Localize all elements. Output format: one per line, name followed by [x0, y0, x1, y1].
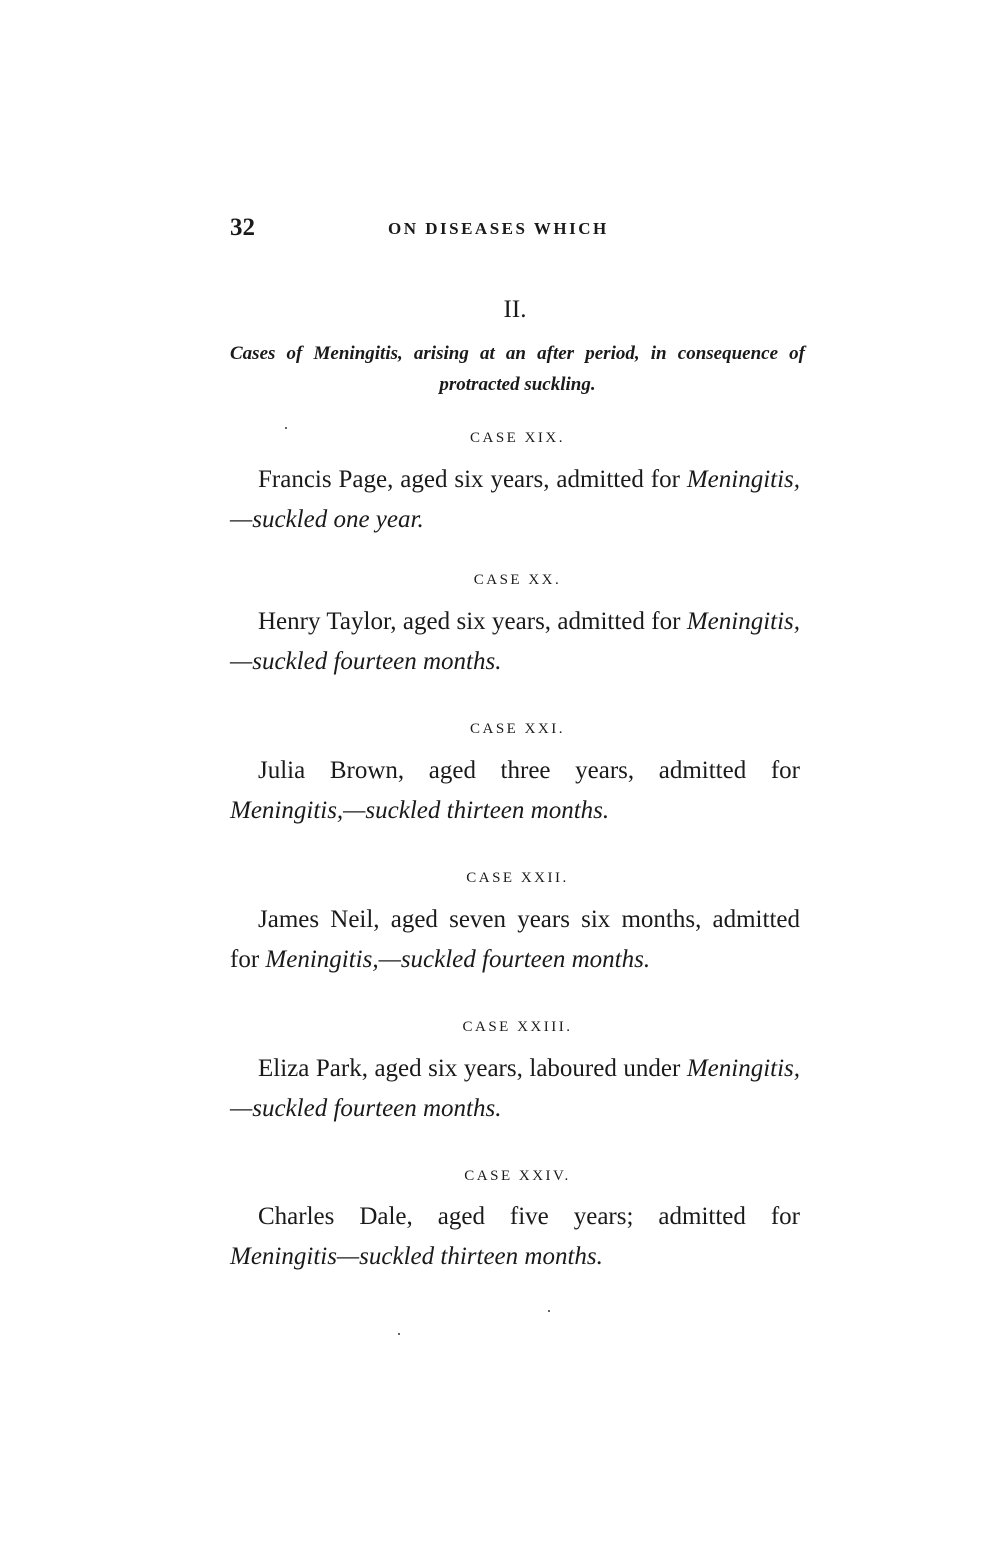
- scan-speck: [398, 1333, 400, 1335]
- case-heading: CASE XX.: [473, 572, 562, 588]
- case-heading: CASE XXI.: [469, 721, 565, 737]
- case-heading: CASE XXII.: [466, 870, 569, 886]
- case-text: Charles Dale, aged five years; admitted for: [258, 1203, 800, 1230]
- case-emphasis: Meningitis—suckled thirteen months.: [230, 1243, 603, 1270]
- case-text: Francis Page, aged six years, admitted for: [258, 466, 680, 493]
- case-text: James Neil, aged seven years six months, admitted for: [230, 906, 800, 973]
- case-text: Julia Brown, aged three years, admitted for: [258, 757, 800, 784]
- case-emphasis: Meningitis,—suckled fourteen months.: [265, 946, 651, 973]
- case-heading: CASE XXIII.: [462, 1019, 573, 1035]
- case-emphasis: Meningitis,—suckled fourteen months.: [230, 608, 801, 675]
- case-text: Henry Taylor, aged six years, admitted for: [258, 608, 681, 635]
- page-number: 32: [230, 214, 255, 241]
- case-emphasis: Meningitis,—suckled one year.: [230, 466, 801, 533]
- case-paragraph: [230, 751, 800, 831]
- scan-speck: [285, 427, 287, 429]
- case-paragraph: [230, 900, 800, 980]
- case-text: Eliza Park, aged six years, laboured under: [258, 1055, 681, 1082]
- running-head: [230, 214, 810, 244]
- section-title: Cases of Meningitis, arising at an after period, in consequence of protracted suckling.: [230, 343, 805, 395]
- case-paragraph: [230, 460, 800, 540]
- case-paragraph: [230, 1049, 800, 1129]
- case-heading: CASE XIX.: [469, 430, 565, 446]
- section-number: II.: [503, 296, 527, 323]
- case-heading: CASE XXIV.: [464, 1168, 571, 1184]
- case-paragraph: [230, 602, 800, 682]
- case-paragraph: [230, 1197, 800, 1277]
- case-emphasis: Meningitis,—suckled fourteen months.: [230, 1055, 801, 1122]
- running-title: ON DISEASES WHICH: [388, 219, 609, 238]
- scan-speck: [548, 1310, 550, 1312]
- case-emphasis: Meningitis,—suckled thirteen months.: [230, 797, 610, 824]
